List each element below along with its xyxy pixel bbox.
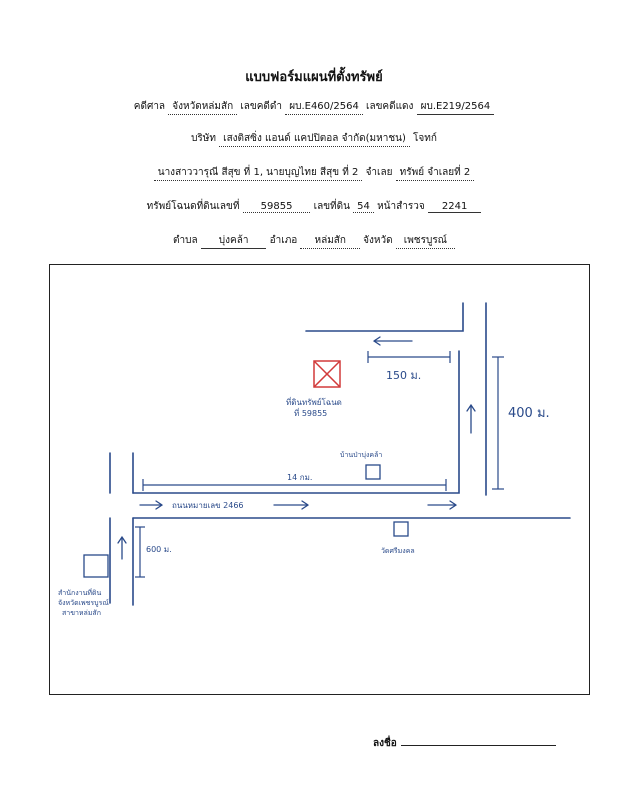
dist-150-label: 150 ม. (386, 369, 422, 382)
arrow-east-2 (274, 501, 308, 509)
office-label-2: จังหวัดเพชรบูรณ์ (58, 599, 109, 607)
form-title: แบบฟอร์มแผนที่ตั้งทรัพย์ (245, 70, 383, 85)
province-value: เพชรบูรณ์ (396, 233, 455, 249)
arrow-north-vertical (467, 405, 475, 433)
temple-marker (394, 522, 408, 536)
temple-label: วัดศรีมงคล (381, 547, 415, 555)
map-drawing (50, 265, 591, 696)
arrow-east-3 (428, 501, 456, 509)
plaintiff-label: บริษัท (191, 133, 216, 144)
tambon-value: บุ่งคล้า (201, 233, 267, 249)
dist-400-label: 400 ม. (508, 406, 550, 421)
arrow-east-1 (140, 501, 162, 509)
province-label: จังหวัด (363, 235, 393, 246)
deed-label: ทรัพย์โฉนดที่ดินเลขที่ (146, 201, 240, 212)
defendants-row (0, 165, 628, 181)
black-case-value: ผบ.E460/2564 (285, 99, 363, 115)
tambon-label: ตำบล (173, 235, 198, 246)
plaintiff-row (0, 131, 628, 147)
court-label: คดีศาล (133, 101, 166, 112)
property-label-1: ที่ดินทรัพย์โฉนด (286, 398, 342, 407)
office-label-1: สำนักงานที่ดิน (58, 589, 102, 597)
office-label-3: สาขาหล่มสัก (62, 609, 101, 617)
land-no-label: เลขที่ดิน (313, 201, 350, 212)
red-case-label: เลขคดีแดง (366, 101, 414, 112)
deed-row (0, 199, 628, 214)
defendants-property: ทรัพย์ จำเลยที่ 2 (396, 165, 475, 181)
road-label: ถนนหมายเลข 2466 (172, 501, 244, 510)
arrow-north-left (118, 537, 126, 559)
village-label: บ้านป่าบุ่งคล้า (340, 451, 383, 459)
land-no-value: 54 (353, 201, 374, 213)
signature-line (373, 736, 556, 751)
defendants-names: นางสาววารุณี สีสุข ที่ 1, นายบุญไทย สีสุข ที่ 2 (154, 165, 363, 181)
court-value: จังหวัดหล่มสัก (168, 99, 237, 115)
amphoe-value: หล่มสัก (300, 233, 359, 249)
red-case-value: ผบ.E219/2564 (417, 99, 495, 115)
deed-value: 59855 (243, 201, 311, 213)
defendants-role: จำเลย (365, 167, 393, 178)
village-marker (366, 465, 380, 479)
top-road-edge (306, 303, 463, 331)
arrow-west-top (374, 337, 412, 345)
land-office-marker (84, 555, 108, 577)
location-map (49, 264, 590, 695)
signature-blank (401, 745, 556, 746)
dist-14km-label: 14 กม. (287, 473, 313, 482)
location-row (0, 233, 628, 249)
property-marker (314, 361, 340, 387)
dist-600-label: 600 ม. (146, 545, 172, 554)
signature-label: ลงชื่อ (373, 738, 397, 749)
plaintiff-name: เสงติสซิ่ง แอนด์ แคปปิตอล จำกัด(มหาชน) (219, 131, 410, 147)
plaintiff-role: โจทก์ (413, 133, 437, 144)
amphoe-label: อำเภอ (269, 235, 298, 246)
survey-label: หน้าสำรวจ (377, 201, 425, 212)
black-case-label: เลขคดีดำ (240, 101, 283, 112)
case-row (0, 99, 628, 115)
property-label-2: ที่ 59855 (294, 409, 328, 418)
survey-value: 2241 (428, 201, 481, 213)
